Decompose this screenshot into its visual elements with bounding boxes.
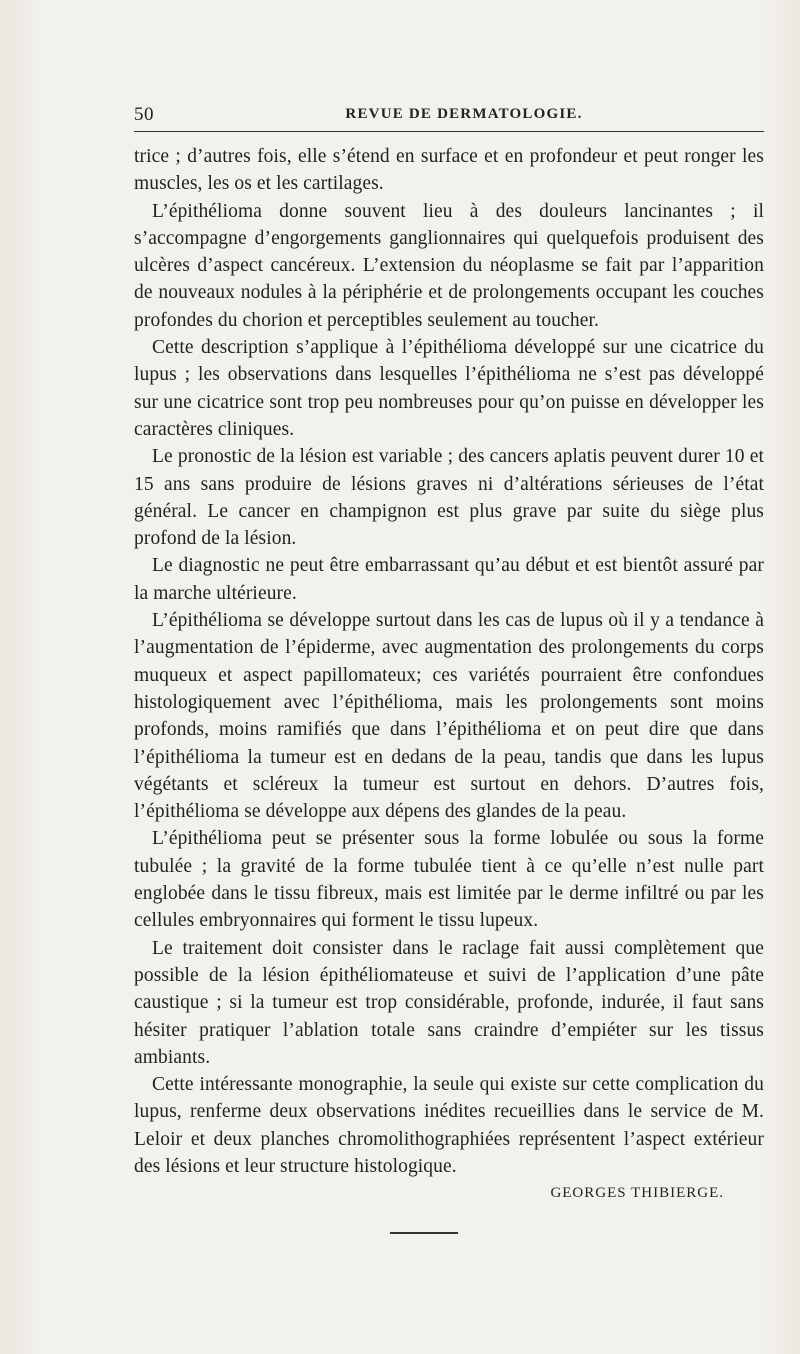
- paragraph: Le diagnostic ne peut être embarrassant qu’au début et est bientôt assuré par la marche ultérieure.: [134, 555, 764, 604]
- paragraph: Le pronostic de la lésion est variable ; des cancers aplatis peuvent durer 10 et 15 ans sans produire de lésions graves ni d’altérations sérieuses de l’état général. Le cancer en champignon est plus grave par suite du siège plus profond de la lésion.: [134, 446, 764, 550]
- paragraph: L’épithélioma se développe surtout dans les cas de lupus où il y a tendance à l’augmentation de l’épiderme, avec augmentation des prolongements du corps muqueux et aspect papillomateux; ces variétés pourraient être confondues histologiquement avec l’épithélioma, mais les prolongements sont moins profonds, moins ramifiés que dans l’épithélioma et on peut dire que dans l’épithélioma la tumeur est en dedans de la peau, tandis que dans les lupus végétants et scléreux la tumeur est surtout en dehors. D’autres fois, l’épithélioma se développe aux dépens des glandes de la peau.: [134, 610, 764, 823]
- paragraph: trice ; d’autres fois, elle s’étend en surface et en profondeur et peut ronger les muscles, les os et les cartilages.: [134, 146, 764, 195]
- author-signature: GEORGES THIBIERGE.: [550, 1185, 724, 1202]
- paragraph: L’épithélioma donne souvent lieu à des douleurs lancinantes ; il s’accompagne d’engorgements ganglionnaires qui quelquefois produisent des ulcères d’aspect cancéreux. L’extension du néoplasme se fait par l’apparition de nouveaux nodules à la périphérie et de prolongements occupant les couches profondes du chorion et perceptibles seulement au toucher.: [134, 200, 764, 331]
- paragraph: Le traitement doit consister dans le raclage fait aussi complètement que possible de la lésion épithéliomateuse et suivi de l’application d’une pâte caustique ; si la tumeur est trop considérable, profonde, indurée, il faut sans hésiter pratiquer l’ablation totale sans craindre d’empiéter sur les tissus ambiants.: [134, 937, 764, 1068]
- header-rule: [134, 131, 764, 132]
- running-title: REVUE DE DERMATOLOGIE.: [345, 106, 583, 122]
- page-number: 50: [134, 104, 154, 125]
- paragraph: L’épithélioma peut se présenter sous la forme lobulée ou sous la forme tubulée ; la gravité de la forme tubulée tient à ce qu’elle n’est nulle part englobée dans le tissu fibreux, mais est limitée par le derme infiltré ou par les cellules embryonnaires qui forment le tissu lupeux.: [134, 828, 764, 932]
- article-body: [134, 143, 764, 1204]
- paragraph: Cette description s’applique à l’épithélioma développé sur une cicatrice du lupus ; les observations dans lesquelles l’épithélioma ne s’est pas développé sur une cicatrice sont trop peu nombreuses pour qu’on puisse en développer les caractères cliniques.: [134, 337, 764, 440]
- end-rule: [390, 1232, 458, 1234]
- paragraph: Cette intéressante monographie, la seule qui existe sur cette complication du lupus, renferme deux observations inédites recueillies dans le service de M. Leloir et deux planches chromolithographiées représentent l’aspect extérieur des lésions et leur structure histologique.: [134, 1074, 764, 1177]
- page-header: [134, 104, 764, 130]
